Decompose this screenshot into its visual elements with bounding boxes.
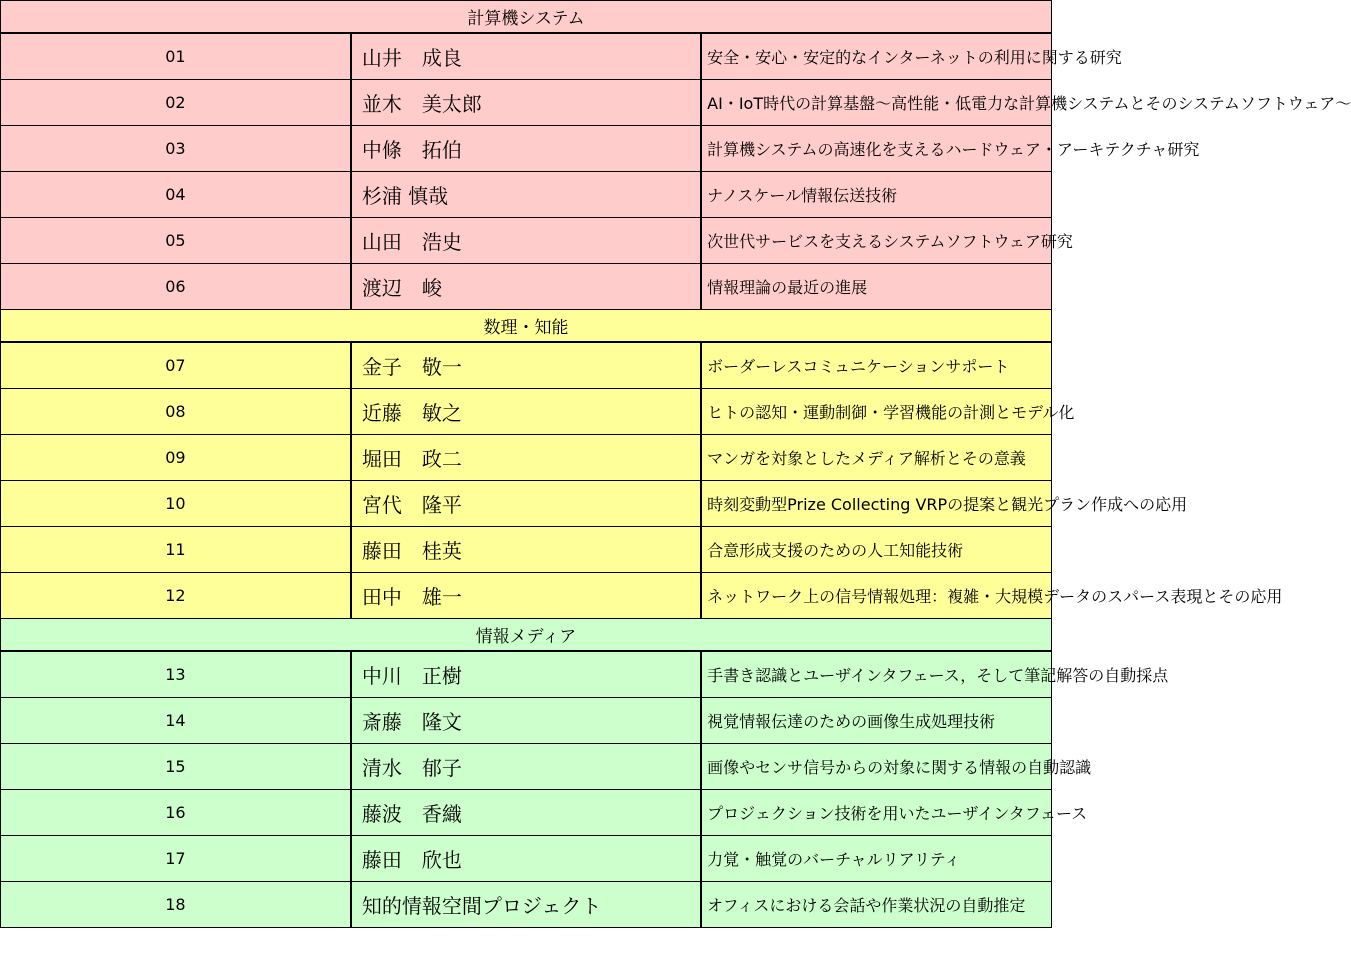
table-row xyxy=(1,651,1052,698)
table-row xyxy=(1,264,1052,310)
table-row xyxy=(1,698,1052,744)
research-title: ナノスケール情報伝送技術 xyxy=(701,172,1051,218)
section-header-row xyxy=(1,619,1052,652)
research-title: 安全・安心・安定的なインターネットの利用に関する研究 xyxy=(701,33,1051,80)
row-number: 18 xyxy=(1,882,351,928)
research-title: 視覚情報伝達のための画像生成処理技術 xyxy=(701,698,1051,744)
researcher-name: 藤田 桂英 xyxy=(351,527,701,573)
section-title: 数理・知能 xyxy=(1,310,1052,343)
researcher-name: 藤波 香織 xyxy=(351,790,701,836)
research-title: AI・IoT時代の計算基盤～高性能・低電力な計算機システムとそのシステムソフトウェア～ xyxy=(701,80,1051,126)
researcher-name: 知的情報空間プロジェクト xyxy=(351,882,701,928)
research-title: 合意形成支援のための人工知能技術 xyxy=(701,527,1051,573)
researcher-name: 近藤 敏之 xyxy=(351,389,701,435)
researcher-name: 斎藤 隆文 xyxy=(351,698,701,744)
section-title: 情報メディア xyxy=(1,619,1052,652)
row-number: 08 xyxy=(1,389,351,435)
research-title: プロジェクション技術を用いたユーザインタフェース xyxy=(701,790,1051,836)
research-title: 力覚・触覚のバーチャルリアリティ xyxy=(701,836,1051,882)
row-number: 10 xyxy=(1,481,351,527)
researcher-name: 中川 正樹 xyxy=(351,651,701,698)
table-row xyxy=(1,80,1052,126)
table-row xyxy=(1,790,1052,836)
researcher-name: 田中 雄一 xyxy=(351,573,701,619)
row-number: 07 xyxy=(1,342,351,389)
row-number: 05 xyxy=(1,218,351,264)
row-number: 11 xyxy=(1,527,351,573)
row-number: 09 xyxy=(1,435,351,481)
table-row xyxy=(1,33,1052,80)
research-title: 手書き認識とユーザインタフェース，そして筆記解答の自動採点 xyxy=(701,651,1051,698)
row-number: 04 xyxy=(1,172,351,218)
table-row xyxy=(1,836,1052,882)
table-body xyxy=(1,1,1351,928)
researcher-name: 堀田 政二 xyxy=(351,435,701,481)
research-title: 画像やセンサ信号からの対象に関する情報の自動認識 xyxy=(701,744,1051,790)
research-title: マンガを対象としたメディア解析とその意義 xyxy=(701,435,1051,481)
researcher-name: 杉浦 慎哉 xyxy=(351,172,701,218)
research-title: オフィスにおける会話や作業状況の自動推定 xyxy=(701,882,1051,928)
researcher-name: 山井 成良 xyxy=(351,33,701,80)
table-row xyxy=(1,342,1052,389)
table-row xyxy=(1,126,1052,172)
row-number: 06 xyxy=(1,264,351,310)
research-title: 次世代サービスを支えるシステムソフトウェア研究 xyxy=(701,218,1051,264)
section-title: 計算機システム xyxy=(1,1,1052,34)
researcher-name: 山田 浩史 xyxy=(351,218,701,264)
section-header-row xyxy=(1,1,1052,34)
row-number: 01 xyxy=(1,33,351,80)
row-number: 02 xyxy=(1,80,351,126)
section-header-row xyxy=(1,310,1052,343)
researcher-name: 並木 美太郎 xyxy=(351,80,701,126)
row-number: 15 xyxy=(1,744,351,790)
row-number: 12 xyxy=(1,573,351,619)
research-title: ネットワーク上の信号情報処理：複雑・大規模データのスパース表現とその応用 xyxy=(701,573,1051,619)
table-row xyxy=(1,218,1052,264)
row-number: 16 xyxy=(1,790,351,836)
research-title: ヒトの認知・運動制御・学習機能の計測とモデル化 xyxy=(701,389,1051,435)
researcher-name: 宮代 隆平 xyxy=(351,481,701,527)
row-number: 17 xyxy=(1,836,351,882)
researcher-name: 清水 郁子 xyxy=(351,744,701,790)
table-row xyxy=(1,435,1052,481)
research-title: 情報理論の最近の進展 xyxy=(701,264,1051,310)
researcher-name: 中條 拓伯 xyxy=(351,126,701,172)
researcher-name: 渡辺 峻 xyxy=(351,264,701,310)
research-title: 時刻変動型Prize Collecting VRPの提案と観光プラン作成への応用 xyxy=(701,481,1051,527)
table-row xyxy=(1,573,1052,619)
table-row xyxy=(1,481,1052,527)
research-title: 計算機システムの高速化を支えるハードウェア・アーキテクチャ研究 xyxy=(701,126,1051,172)
row-number: 13 xyxy=(1,651,351,698)
row-number: 14 xyxy=(1,698,351,744)
row-number: 03 xyxy=(1,126,351,172)
table-row xyxy=(1,172,1052,218)
researcher-name: 金子 敬一 xyxy=(351,342,701,389)
researcher-name: 藤田 欣也 xyxy=(351,836,701,882)
research-title: ボーダーレスコミュニケーションサポート xyxy=(701,342,1051,389)
table-row xyxy=(1,882,1052,928)
table-row xyxy=(1,744,1052,790)
table-row xyxy=(1,527,1052,573)
table-row xyxy=(1,389,1052,435)
